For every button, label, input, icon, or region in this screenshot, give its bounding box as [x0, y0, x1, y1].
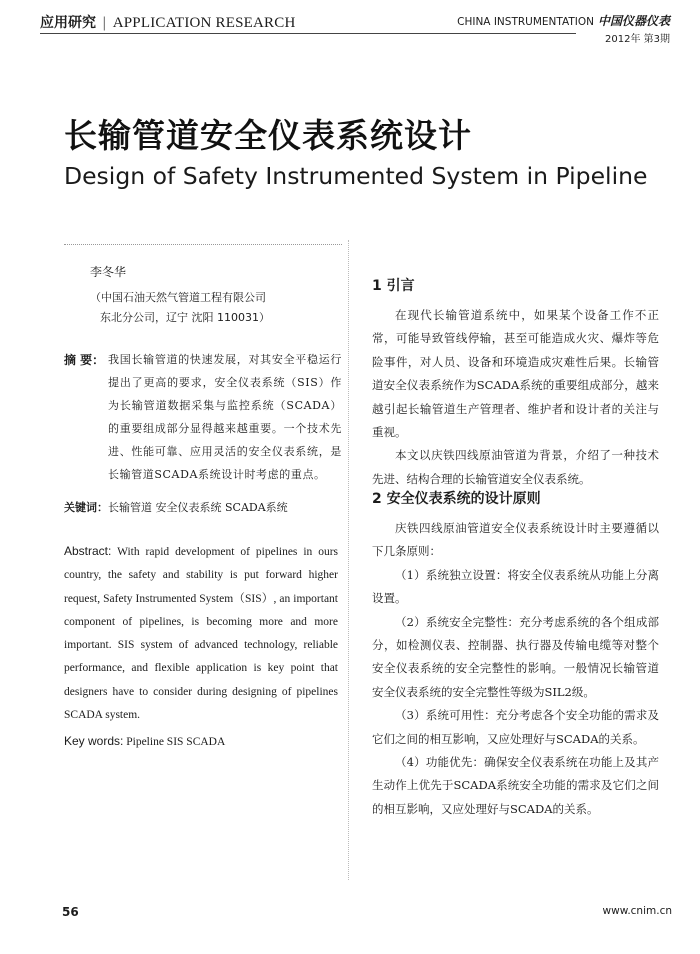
- article-title-en: Design of Safety Instrumented System in Pipeline: [64, 162, 648, 190]
- section2-paragraph: （4）功能优先：确保安全仪表系统在功能上及其产生动作上优先于SCADA系统安全功能的需求及它们之间的相互影响，又应处理好与SCADA的关系。: [372, 755, 659, 816]
- page-number: 56: [62, 905, 79, 919]
- section-name-cn: 应用研究: [40, 15, 96, 31]
- section2-paragraph: （3）系统可用性：充分考虑各个安全功能的需求及它们之间的相互影响，又应处理好与SCADA的关系。: [372, 708, 659, 746]
- journal-logo-cn: 中国仪器仪表: [597, 14, 670, 28]
- abstract-cn-label: 摘 要：: [64, 353, 105, 367]
- journal-name-en: CHINA INSTRUMENTATION: [457, 16, 594, 28]
- affiliation-line1: （中国石油天然气管道工程有限公司: [90, 291, 266, 304]
- author-name: 李冬华: [90, 265, 127, 279]
- running-header: [40, 12, 296, 32]
- keywords-en-label: Key words:: [64, 734, 124, 748]
- section1-paragraph: 在现代长输管道系统中，如果某个设备工作不正常，可能导致管线停输，甚至可能造成火灾、爆炸等危险事件，对人员、设备和环境造成灾难性后果。长输管道安全仪表系统作为SCADA系统的重要组成部分，越来越引起长输管道生产管理者、维护者和设计者的关注与重视。: [372, 308, 659, 440]
- keywords-en-text: Pipeline SIS SCADA: [123, 736, 226, 748]
- keywords-cn: [64, 499, 288, 515]
- divider: [64, 244, 342, 245]
- article-title-cn: 长输管道安全仪表系统设计: [64, 116, 472, 155]
- section2-paragraph: 庆铁四线原油管道安全仪表系统设计时主要遵循以下几条原则：: [372, 521, 659, 559]
- abstract-cn-text: 我国长输管道的快速发展，对其安全平稳运行提出了更高的要求，安全仪表系统（SIS）作为长输管道数据采集与监控系统（SCADA）的重要组成部分显得越来越重要。一个技术先进、性能可靠、应用灵活的安全仪表系统，是长输管道SCADA系统设计时考虑的重点。: [108, 353, 342, 481]
- abstract-en-text: With rapid development of pipelines in ours country, the safety and stability is put forward higher request, Safety Instrumented System（SIS）, an important component of pipelines, is becoming more and more important. SIS system of advanced technology, reliable performance, and flexible application is key point that designers have to consider during designing of pipelines SCADA system.: [64, 546, 338, 722]
- abstract-en: [64, 540, 338, 727]
- abstract-en-label: Abstract:: [64, 544, 112, 558]
- keywords-en: [64, 734, 225, 748]
- section1-heading: 1 引言: [372, 278, 415, 294]
- section-name-en: APPLICATION RESEARCH: [112, 15, 296, 31]
- journal-name: [457, 12, 670, 29]
- column-divider: [348, 240, 349, 880]
- header-separator: |: [102, 15, 107, 31]
- section2-heading: 2 安全仪表系统的设计原则: [372, 491, 541, 507]
- header-rule: [40, 33, 576, 34]
- section2-paragraph: （1）系统独立设置：将安全仪表系统从功能上分离设置。: [372, 567, 659, 606]
- website-link[interactable]: www.cnim.cn: [602, 905, 672, 917]
- section2-paragraph: （2）系统安全完整性：充分考虑系统的各个组成部分，如检测仪表、控制器、执行器及传输电缆等对整个安全仪表系统的安全完整性的影响。一般情况长输管道安全仪表系统的安全完整性等级为SIL2级。: [372, 614, 659, 699]
- keywords-cn-text: 长输管道 安全仪表系统 SCADA系统: [108, 501, 288, 514]
- affiliation-line2: 东北分公司，辽宁 沈阳 110031）: [100, 311, 270, 324]
- section1-paragraph: 本文以庆铁四线原油管道为背景，介绍了一种技术先进、结构合理的长输管道安全仪表系统。: [372, 448, 659, 486]
- section2-body: [372, 517, 659, 821]
- section1-body: [372, 304, 659, 491]
- keywords-cn-label: 关键词：: [64, 501, 108, 514]
- issue-label: 2012年 第3期: [605, 34, 670, 45]
